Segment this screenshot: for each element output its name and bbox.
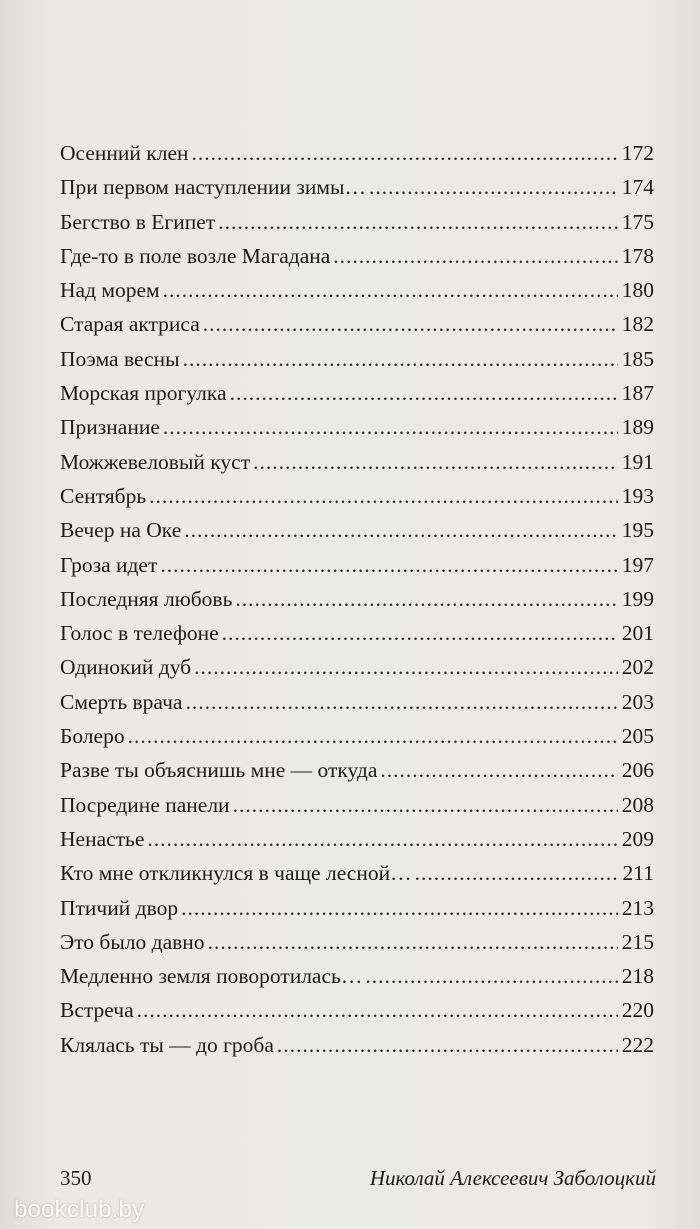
toc-entry-page: 211 [622, 861, 654, 886]
toc-dot-leader [183, 342, 618, 376]
toc-entry-page: 222 [621, 1032, 654, 1057]
toc-entry [60, 170, 654, 204]
toc-entry-title: Над морем [60, 278, 160, 303]
toc-dot-leader [181, 891, 618, 925]
toc-entry [60, 959, 654, 993]
toc-entry [60, 136, 654, 170]
toc-entry-title: Поэма весны [60, 346, 180, 371]
toc-entry [60, 822, 654, 856]
toc-entry-page: 193 [621, 483, 654, 508]
toc-dot-leader [277, 1028, 618, 1062]
toc-entry-page: 218 [621, 964, 654, 989]
toc-dot-leader [415, 856, 618, 890]
toc-entry [60, 685, 654, 719]
toc-entry-title: Смерть врача [60, 689, 183, 714]
toc-entry-page: 191 [621, 449, 654, 474]
toc-entry [60, 788, 654, 822]
toc-entry-title: Одинокий дуб [60, 655, 192, 680]
toc-dot-leader [235, 582, 618, 616]
toc-entry [60, 719, 654, 753]
table-of-contents [60, 136, 654, 1062]
toc-entry-title: Последняя любовь [60, 586, 233, 611]
toc-entry [60, 410, 654, 444]
toc-dot-leader [184, 513, 618, 547]
toc-entry-page: 215 [621, 929, 654, 954]
toc-entry-title: Голос в телефоне [60, 621, 219, 646]
toc-entry-page: 174 [621, 175, 654, 200]
toc-entry [60, 582, 654, 616]
toc-entry-page: 203 [621, 689, 654, 714]
toc-entry-page: 180 [621, 278, 654, 303]
toc-entry-page: 206 [621, 758, 654, 783]
toc-entry [60, 753, 654, 787]
toc-entry-page: 220 [621, 998, 654, 1023]
toc-entry [60, 479, 654, 513]
toc-dot-leader [194, 650, 618, 684]
toc-dot-leader [365, 959, 618, 993]
footer-author-name: Николай Алексеевич Заболоцкий [369, 1166, 656, 1190]
toc-entry-page: 187 [621, 381, 654, 406]
footer-page-number: 350 [60, 1166, 92, 1190]
toc-entry-title: Медленно земля поворотилась… [60, 964, 363, 989]
toc-entry-title: Старая актриса [60, 312, 200, 337]
toc-entry-page: 182 [621, 312, 654, 337]
toc-entry-page: 172 [621, 141, 654, 165]
toc-entry-title: При первом наступлении зимы… [60, 175, 366, 200]
toc-dot-leader [185, 685, 618, 719]
toc-dot-leader [208, 925, 618, 959]
toc-entry [60, 891, 654, 925]
toc-dot-leader [369, 170, 618, 204]
toc-entry-title: Разве ты объяснишь мне — откуда [60, 758, 378, 783]
toc-entry [60, 376, 654, 410]
toc-dot-leader [163, 410, 618, 444]
toc-entry [60, 925, 654, 959]
toc-dot-leader [203, 307, 618, 341]
toc-entry-title: Бегство в Египет [60, 209, 216, 234]
toc-entry [60, 1028, 654, 1062]
toc-entry-page: 205 [621, 724, 654, 749]
toc-entry-page: 213 [621, 895, 654, 920]
toc-entry-title: Вечер на Оке [60, 518, 182, 543]
toc-entry-page: 175 [621, 209, 654, 234]
toc-dot-leader [128, 719, 618, 753]
toc-entry-title: Признание [60, 415, 160, 440]
toc-entry [60, 445, 654, 479]
toc-entry [60, 650, 654, 684]
toc-entry-title: Где-то в поле возле Магадана [60, 243, 331, 268]
toc-entry-page: 202 [621, 655, 654, 680]
toc-entry-title: Болеро [60, 724, 125, 749]
toc-dot-leader [149, 479, 618, 513]
toc-dot-leader [147, 822, 618, 856]
toc-entry-page: 208 [621, 792, 654, 817]
toc-entry-page: 199 [621, 586, 654, 611]
toc-entry-page: 197 [621, 552, 654, 577]
toc-entry-title: Морская прогулка [60, 381, 227, 406]
toc-dot-leader [380, 753, 618, 787]
toc-entry-page: 201 [621, 621, 654, 646]
toc-dot-leader [160, 548, 618, 582]
toc-entry-title: Сентябрь [60, 483, 147, 508]
toc-entry-title: Посредине панели [60, 792, 230, 817]
toc-entry [60, 856, 654, 890]
toc-entry-title: Гроза идет [60, 552, 158, 577]
toc-dot-leader [230, 376, 618, 410]
toc-entry-title: Это было давно [60, 929, 205, 954]
toc-entry [60, 239, 654, 273]
toc-entry-page: 189 [621, 415, 654, 440]
toc-dot-leader [233, 788, 618, 822]
toc-entry-page: 178 [621, 243, 654, 268]
toc-entry [60, 993, 654, 1027]
toc-entry-title: Осенний клен [60, 141, 189, 165]
toc-entry-page: 209 [621, 826, 654, 851]
toc-entry-title: Ненастье [60, 826, 145, 851]
toc-entry [60, 307, 654, 341]
toc-dot-leader [218, 205, 618, 239]
toc-entry [60, 513, 654, 547]
toc-entry-title: Кто мне откликнулся в чаще лесной… [60, 861, 412, 886]
toc-entry-title: Клялась ты — до гроба [60, 1032, 274, 1057]
toc-entry-page: 185 [621, 346, 654, 371]
toc-entry [60, 205, 654, 239]
toc-entry [60, 342, 654, 376]
toc-entry [60, 616, 654, 650]
toc-entry-page: 195 [621, 518, 654, 543]
toc-entry [60, 548, 654, 582]
toc-dot-leader [222, 616, 618, 650]
toc-entry-title: Можжевеловый куст [60, 449, 251, 474]
toc-entry [60, 273, 654, 307]
toc-dot-leader [137, 993, 618, 1027]
toc-dot-leader [192, 136, 619, 170]
watermark-logo: bookclub.by [14, 1196, 145, 1223]
toc-entry-title: Встреча [60, 998, 134, 1023]
toc-dot-leader [163, 273, 618, 307]
toc-dot-leader [333, 239, 618, 273]
toc-dot-leader [253, 445, 618, 479]
toc-entry-title: Птичий двор [60, 895, 179, 920]
